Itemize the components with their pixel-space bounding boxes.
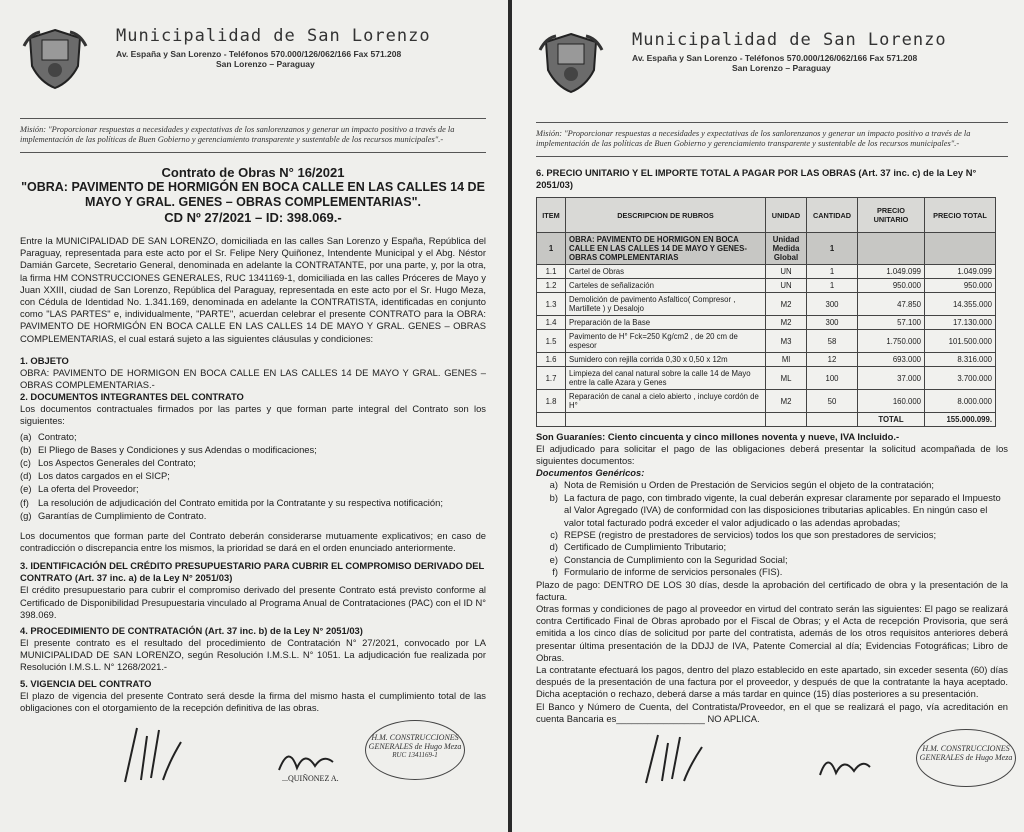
table-row: 1.2 Carteles de señalización UN 1 950.000 950.000 [537,279,996,293]
column-header: PRECIO TOTAL [925,198,996,233]
table-row: 1.7 Limpieza del canal natural sobre la calle 14 de Mayo entre la calle Azara y Genes ML 100 37.000 3.700.000 [537,367,996,390]
signature-area [20,714,486,794]
cd-number: CD Nº 27/2021 – ID: 398.069.- [164,210,342,225]
municipal-crest-icon [20,26,90,90]
table-row: 1.1 Cartel de Obras UN 1 1.049.099 1.049.099 [537,265,996,279]
section-1-heading: 1. OBJETO [20,354,69,366]
municipality-name: Municipalidad de San Lorenzo [116,26,431,46]
list-item: d) Certificado de Cumplimiento Tributario; [549,541,727,553]
section-5-text: El plazo de vigencia del presente Contrato será desde la firma del mismo hasta el cumplimiento total de las obligaciones con el otorgamiento de la recepción definitiva de las obras. [20,689,486,713]
address: Av. España y San Lorenzo - Teléfonos 570.000/126/062/166 Fax 571.208 [632,53,918,63]
signature-mark [636,729,706,785]
column-header: PRECIO UNITARIO [858,198,925,233]
column-header: ITEM [537,198,566,233]
amount-in-words: Son Guaraníes: Ciento cincuenta y cinco millones noventa y nueve, IVA Incluido.- [536,431,900,442]
letterhead [20,26,486,100]
list-item: (c) Los Aspectos Generales del Contrato; [20,457,196,469]
total-value: 155.000.099. [925,413,996,427]
section-1-text: OBRA: PAVIMENTO DE HORMIGON EN BOCA CALLE EN LAS CALLES 14 DE MAYO Y GRAL. GENES – OBRAS COMPLEMENTARIAS.- [20,366,486,391]
contract-title: Contrato de Obras N° 16/2021 [161,165,345,180]
section-2-heading: 2. DOCUMENTOS INTEGRANTES DEL CONTRATO [20,391,244,403]
list-item: (a) Contrato; [20,430,77,442]
list-item: e) Constancia de Cumplimiento con la Seguridad Social; [549,553,788,565]
documents-list [20,430,486,522]
company-stamp: H.M. CONSTRUCCIONES GENERALES de Hugo Meza [916,729,1016,787]
list-item: (d) Los datos cargados en el SICP; [20,470,170,482]
payment-request-text: El adjudicado para solicitar el pago de las obligaciones deberá presentar la solicitud acompañada de los siguientes documentos: [536,443,1008,467]
address: Av. España y San Lorenzo - Teléfonos 570.000/126/062/166 Fax 571.208 [116,49,402,59]
contract-page-1 [0,0,508,832]
column-header: DESCRIPCION DE RUBROS [566,198,766,233]
contract-page-2 [512,0,1024,832]
section-6-heading: 6. PRECIO UNITARIO Y EL IMPORTE TOTAL A PAGAR POR LAS OBRAS (Art. 37 inc. c) de la Ley N° 2051/03) [536,167,977,190]
section-2-text: Los documentos contractuales firmados por las partes y que forman parte integral del Contrato son los siguientes: [20,403,486,427]
table-row: 1.8 Reparación de canal a cielo abierto , incluye cordón de H° M2 50 160.000 8.000.000 [537,390,996,413]
other-payment-conditions: Otras formas y condiciones de pago al proveedor en virtud del contrato serán las siguientes: El pago se realizará contra Certificado Final de Obras aprobado por el Fiscal de Obras; y el Acta de recepción Provisoria, que será emitida a los cinco días de solicitud por parte del contratista, además de los otros requisitos anteriores deberá presentar última presentación de la DDJJ de IVA, Patente Comercial al día; Evidencias Fotográficas; Libro de Obras. [536,603,1008,663]
price-table [536,197,996,427]
city: San Lorenzo – Paraguay [732,63,831,73]
list-item: (f) La resolución de adjudicación del Contrato emitida por la Contratante y su respectiva notificación; [20,496,443,508]
generic-docs-list [536,479,1008,578]
list-item: (e) La oferta del Proveedor; [20,483,139,495]
company-stamp: H.M. CONSTRUCCIONES GENERALES de Hugo Meza RUC 1341169-1 [365,720,465,780]
table-row: 1 OBRA: PAVIMENTO DE HORMIGON EN BOCA CALLE EN LAS CALLES 14 DE MAYO Y GENES- OBRAS COMPLEMENTARIAS Unidad Medida Global 1 [537,233,996,265]
signature-mark [115,722,185,784]
municipal-crest-icon [536,30,606,94]
section-4-text: El presente contrato es el resultado del procedimiento de Contratación N° 27/2021, convocado por LA MUNICIPALIDAD DE SAN LORENZO, según Resolución I.M.S.L. N° 1051. La adjudicación fue realizada por Resolución I.M.S.L. N° 1268/2021.- [20,637,486,673]
municipality-name: Municipalidad de San Lorenzo [632,30,947,50]
payment-deadline: La contratante efectuará los pagos, dentro del plazo establecido en este apartado, sin exceder sesenta (60) días después de la presentación de una factura por el proveedor, y después de que la contratante la haya aceptado. Dicha aceptación o rechazo, deberá darse a más tardar en quince (15) días posteriores a su presentación. [536,664,1008,700]
list-item: f) Formulario de informe de servicios personales (FIS). [552,566,783,578]
table-row: 1.5 Pavimento de H° Fck=250 Kg/cm2 , de 20 cm de espesor M3 58 1.750.000 101.500.000 [537,330,996,353]
total-label: TOTAL [858,413,925,427]
table-header-row [537,198,996,233]
list-item: b) La factura de pago, con timbrado vigente, la cual deberán expresar claramente por separado el Impuesto al Valor Agregado (IVA) de conformidad con las disposiciones tributarias aplicables. En ningún caso el valor total facturado podrá exceder el valor adjudicado o las adendas aprobadas; [549,491,1001,528]
section-5-heading: 5. VIGENCIA DEL CONTRATO [20,677,152,689]
column-header: UNIDAD [766,198,807,233]
signer-name: ...QUIÑONEZ A. [282,774,339,784]
obra-title: "OBRA: PAVIMENTO DE HORMIGÓN EN BOCA CALLE EN LAS CALLES 14 DE MAYO Y GRAL. GENES – OBRAS COMPLEMENTARIAS". [21,180,485,209]
table-row: 1.4 Preparación de la Base M2 300 57.100 17.130.000 [537,316,996,330]
list-item: (b) El Pliego de Bases y Condiciones y sus Adendas o modificaciones; [20,443,317,455]
section-4-heading: 4. PROCEDIMIENTO DE CONTRATACIÓN (Art. 37 inc. b) de la Ley N° 2051/03) [20,625,363,637]
payment-term: Plazo de pago: DENTRO DE LOS 30 días, desde la aprobación del certificado de obra y la presentación de la factura. [536,578,1008,602]
city: San Lorenzo – Paraguay [216,59,315,69]
section-3-heading: 3. IDENTIFICACIÓN DEL CRÉDITO PRESUPUESTARIO PARA CUBRIR EL COMPROMISO DERIVADO DEL CONTRATO (Art. 37 inc. a) de la Ley N° 2051/03) [20,560,485,584]
list-item: a) Nota de Remisión u Orden de Prestación de Servicios según el objeto de la contratación; [549,479,935,491]
table-total-row [537,413,996,427]
signature-area [536,725,1013,805]
table-row: 1.3 Demolición de pavimento Asfaltico( Compresor , Martillete ) y Desalojo M2 300 47.850 14.355.000 [537,293,996,316]
mision-statement: Misión: "Proporcionar respuestas a necesidades y expectativas de los sanlorenzanos y generar un impacto positivo a través de la implementación de las políticas de Buen Gobierno y gerenciamiento transparente y sustentable de los recursos municipales".- [536,122,1008,157]
column-header: CANTIDAD [807,198,858,233]
list-item: (g) Garantías de Cumplimiento de Contrato. [20,509,207,521]
bank-account: El Banco y Número de Cuenta, del Contratista/Proveedor, en el que se realizará el pago, vía acreditación en cuenta Bancaria es_________________ NO APLICA. [536,700,1008,724]
mision-statement: Misión: "Proporcionar respuestas a necesidades y expectativas de los sanlorenzanos y generar un impacto positivo a través de la implementación de las políticas de Buen Gobierno y gerenciamiento transparente y sustentable de los recursos municipales".- [20,118,486,153]
section-3-text: El crédito presupuestario para cubrir el compromiso derivado del presente Contrato está previsto conforme al Certificado de Disponibilidad Presupuestaria vinculado al Programa Anual de Contrataciones (PAC) con el ID N° 398.069. [20,584,486,620]
docs-heading: Documentos Genéricos: [536,467,645,479]
table-row: 1.6 Sumidero con rejilla corrida 0,30 x 0,50 x 12m Ml 12 693.000 8.316.000 [537,353,996,367]
contract-intro: Entre la MUNICIPALIDAD DE SAN LORENZO, domiciliada en las calles San Lorenzo y España, República del Paraguay, representada para este acto por el Sr. Felipe Nery Quiñonez, Intendente Municipal y el Abg. Néstor Damián Garcete, Secretario General, denominada en adelante la CONTRATANTE, por una parte, y, por la otra, la firma HM CONSTRUCCIONES GENERALES, RUC 1341169-1, domiciliada en las calles Próceres de Mayo y Juan XXIII, ciudad de San Lorenzo, República del Paraguay, representada en este acto por el Sr. Hugo Meza, con Cédula de Identidad No. 1.341.169, denominada en adelante la CONTRATISTA, identificadas en conjunto como "LAS PARTES" e, individualmente, "PARTE", acuerdan celebrar el presente CONTRATO para la OBRA: PAVIMENTO DE HORMIGÓN EN BOCA CALLE EN LAS CALLES 14 DE MAYO Y GRAL. GENES – OBRAS COMPLEMENTARIAS, el cual estará sujeto a las siguientes cláusulas y condiciones: [20,235,486,344]
signature-mark [816,747,872,783]
letterhead [536,30,1008,104]
section-2-closing: Los documentos que forman parte del Contrato deberán considerarse mutuamente explicativos; en caso de contradicción o discrepancia entre los mismos, la prioridad se dará en el orden enunciado anteriormente. [20,530,486,554]
list-item: c) REPSE (registro de prestadores de servicios) todos los que son prestadores de servicios; [550,529,937,541]
